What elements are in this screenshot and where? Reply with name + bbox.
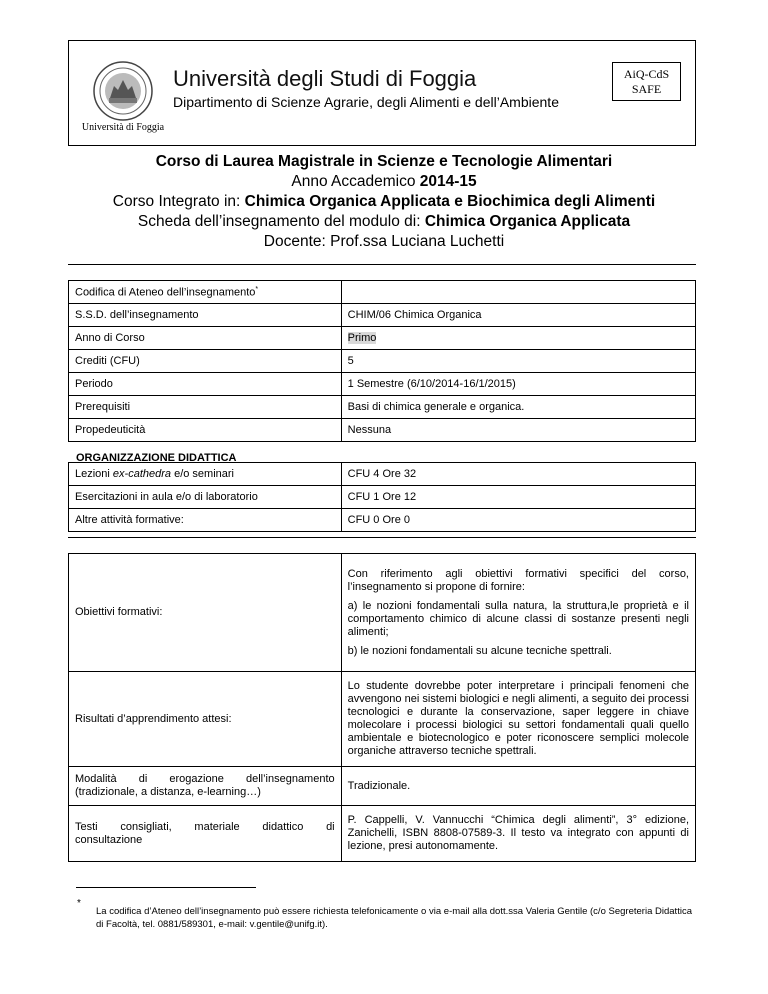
course-info-table xyxy=(68,280,696,442)
table-cell xyxy=(341,806,695,862)
table-cell xyxy=(341,672,695,767)
table-cell: CFU 4 Ore 32 xyxy=(341,463,695,486)
logo-caption: Università di Foggia xyxy=(81,122,165,133)
table-cell xyxy=(341,554,695,672)
table-cell: Testi consigliati, materiale didattico di consultazione xyxy=(69,806,342,862)
outcomes-text: Lo studente dovrebbe poter interpretare i principali fenomeni che avvengono nei sistemi biologici e negli alimenti, a seguito dei processi tecnologici e durante la conservazione, saper leggere in chiave molecolare i processi biologici su settori fondamentali quali quello ambientale e biotecnologico e poter riconoscere semplici molecole organiche attraverso tecniche spettrali. xyxy=(347,680,689,757)
table-cell: Prerequisiti xyxy=(69,396,342,419)
table-cell: Basi di chimica generale e organica. xyxy=(341,396,695,419)
table-cell: CFU 1 Ore 12 xyxy=(341,486,695,509)
table-row xyxy=(69,373,696,396)
table-row xyxy=(69,304,696,327)
integrated-course: Corso Integrato in: Chimica Organica Applicata e Biochimica degli Alimenti xyxy=(112,193,656,210)
table-row xyxy=(69,350,696,373)
table-row xyxy=(69,396,696,419)
table-row xyxy=(69,281,696,304)
objectives-b: b) le nozioni fondamentali su alcune tecniche spettrali. xyxy=(347,644,612,657)
university-seal-logo xyxy=(84,60,162,122)
table-cell: Altre attività formative: xyxy=(69,509,342,532)
table-row xyxy=(69,806,696,862)
table-cell: 5 xyxy=(341,350,695,373)
table-row xyxy=(69,463,696,486)
code-line-2: SAFE xyxy=(631,82,662,96)
objectives-intro: Con riferimento agli obiettivi formativi specifici del corso, l’insegnamento si propone di fornire: xyxy=(347,567,689,593)
divider-top xyxy=(68,264,696,265)
table-cell: Crediti (CFU) xyxy=(69,350,342,373)
footnote-rule xyxy=(76,887,256,888)
table-cell xyxy=(341,281,695,304)
table-row xyxy=(69,486,696,509)
table-cell: CHIM/06 Chimica Organica xyxy=(341,304,695,327)
course-title: Corso di Laurea Magistrale in Scienze e Tecnologie Alimentari xyxy=(155,153,613,170)
objectives-table xyxy=(68,553,696,862)
table-cell: Modalità di erogazione dell’insegnamento (tradizionale, a distanza, e-learning…) xyxy=(69,767,342,806)
objectives-a: a) le nozioni fondamentali sulla natura, la struttura,le proprietà e il comportamento chimico di alcune classi di sostanze presenti negli alimenti; xyxy=(347,599,689,638)
module-title: Scheda dell’insegnamento del modulo di: Chimica Organica Applicata xyxy=(137,213,631,230)
texts-value: P. Cappelli, V. Vannucchi “Chimica degli alimenti”, 3° edizione, Zanichelli, ISBN 8808-07589-3. Il testo va integrato con appunti di lezione, presi autonomamente. xyxy=(347,814,689,852)
table-row xyxy=(69,509,696,532)
document-code-box xyxy=(612,62,681,101)
organization-table xyxy=(68,462,696,532)
teacher: Docente: Prof.ssa Luciana Luchetti xyxy=(263,233,505,250)
university-name: Università degli Studi di Foggia xyxy=(173,66,477,91)
table-cell: Anno di Corso xyxy=(69,327,342,350)
table-cell: Propedeuticità xyxy=(69,419,342,442)
table-row xyxy=(69,767,696,806)
table-row xyxy=(69,672,696,767)
footnote-text: La codifica d’Ateneo dell’insegnamento può essere richiesta telefonicamente o via e-mail alla dott.ssa Valeria Gentile (c/o Segreteria Didattica di Facoltà, tel. 0881/589301, e-mail: v.gentile@unifg.it). xyxy=(96,906,692,930)
table-cell: CFU 0 Ore 0 xyxy=(341,509,695,532)
table-row xyxy=(69,419,696,442)
table-cell: Obiettivi formativi: xyxy=(69,554,342,672)
table-cell: 1 Semestre (6/10/2014-16/1/2015) xyxy=(341,373,695,396)
table-cell: Periodo xyxy=(69,373,342,396)
footnote-mark: * xyxy=(77,898,81,909)
table-cell: Primo xyxy=(341,327,695,350)
divider-middle xyxy=(68,537,696,538)
table-row xyxy=(69,327,696,350)
department-name: Dipartimento di Scienze Agrarie, degli Alimenti e dell’Ambiente xyxy=(173,94,559,110)
organization-heading: ORGANIZZAZIONE DIDATTICA xyxy=(76,452,237,464)
table-cell: Risultati d’apprendimento attesi: xyxy=(69,672,342,767)
table-cell: Lezioni ex-cathedra e/o seminari xyxy=(69,463,342,486)
table-cell: Tradizionale. xyxy=(341,767,695,806)
academic-year: Anno Accademico 2014-15 xyxy=(291,173,477,190)
table-cell: Nessuna xyxy=(341,419,695,442)
code-line-1: AiQ-CdS xyxy=(623,67,670,81)
table-cell: Codifica di Ateneo dell’insegnamento* xyxy=(69,281,342,304)
table-cell: S.S.D. dell’insegnamento xyxy=(69,304,342,327)
table-cell: Esercitazioni in aula e/o di laboratorio xyxy=(69,486,342,509)
table-row xyxy=(69,554,696,672)
